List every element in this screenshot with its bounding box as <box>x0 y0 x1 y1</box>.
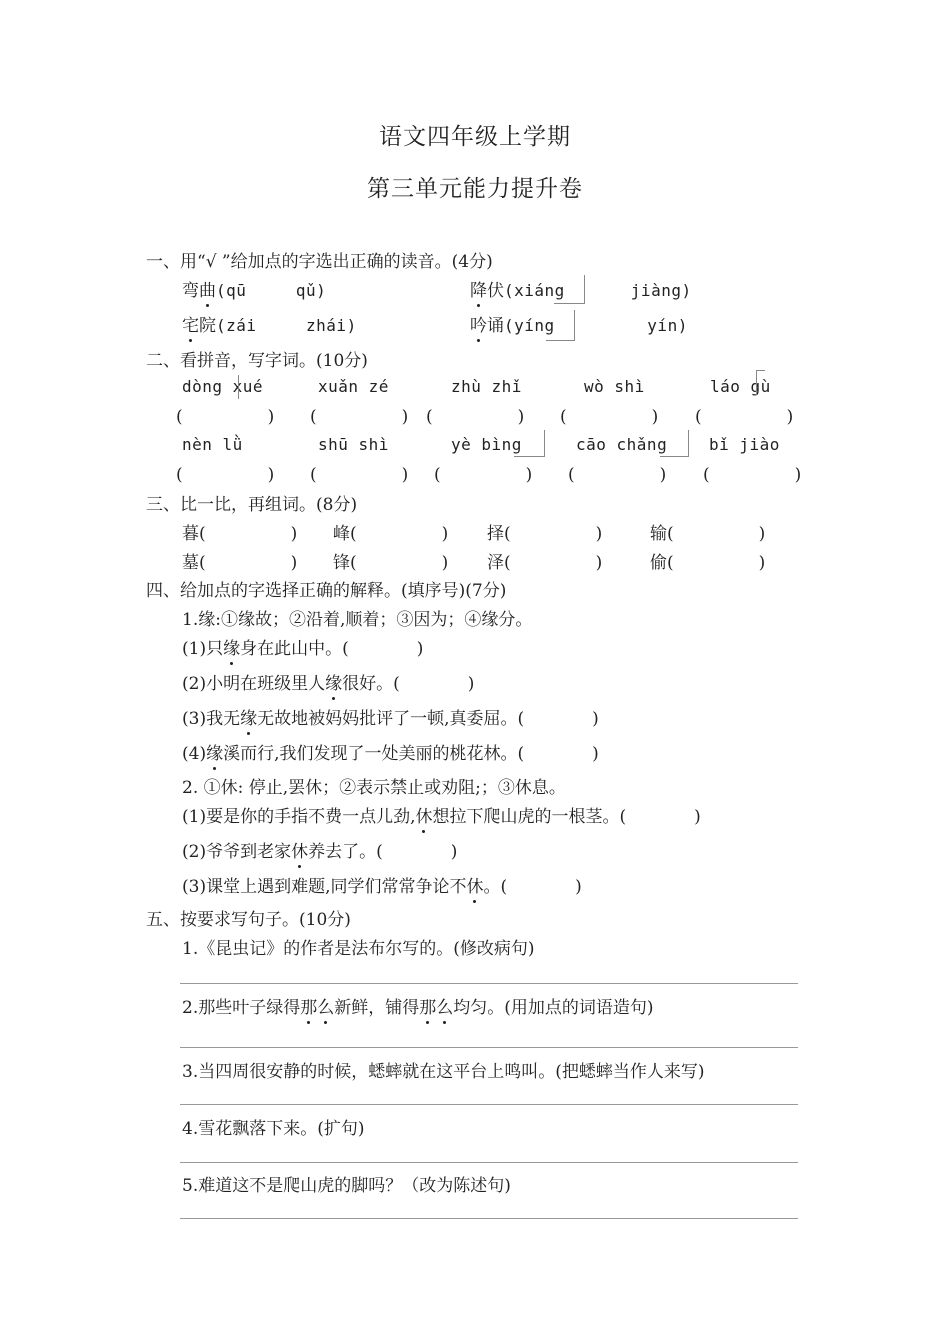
sentence-text-with-blank[interactable]: 溪而行,我们发现了一处美丽的桃花林。( ) <box>223 744 599 764</box>
q1-item-3 <box>182 311 357 336</box>
sentence-text: (4) <box>182 744 207 764</box>
q4-part1-sentence-3 <box>182 704 599 729</box>
q3-char: 偷 <box>650 553 667 573</box>
q4-part2-sentence-2 <box>182 837 457 862</box>
sentence-text: (2)小明在班级里人 <box>182 674 326 694</box>
q2-answer-blank-8[interactable]: ( ) <box>434 465 533 485</box>
q3-pair-4-bottom <box>650 548 765 573</box>
dotted-char: 缘 <box>240 709 258 729</box>
q1-item-3-char: 院 <box>199 316 216 336</box>
q2-pinyin-1: dòng xué <box>182 377 264 396</box>
answer-line-4[interactable] <box>180 1162 798 1163</box>
scan-artifact-mark <box>546 310 575 341</box>
sentence-text-with-blank[interactable]: 养去了。( ) <box>308 842 458 862</box>
q1-item-4-char: 诵 <box>487 316 504 336</box>
q1-item-1-char: 弯 <box>182 281 199 301</box>
q3-char: 泽 <box>487 553 504 573</box>
scan-artifact-mark <box>554 275 585 304</box>
scan-artifact-mark <box>660 430 689 457</box>
q2-answer-blank-5[interactable]: ( ) <box>695 407 794 427</box>
q1-item-4 <box>470 311 688 336</box>
answer-line-3[interactable] <box>180 1104 798 1105</box>
q3-pair-1-top <box>182 519 297 544</box>
page-subtitle: 第三单元能力提升卷 <box>367 176 583 202</box>
sentence-text-with-blank[interactable]: 无故地被妈妈批评了一顿,真委屈。( ) <box>257 709 599 729</box>
sentence-text: 均匀。(用加点的词语造句) <box>453 998 654 1018</box>
q5-sentence-5: 5.难道这不是爬山虎的脚吗？（改为陈述句) <box>182 1176 511 1196</box>
q2-answer-blank-9[interactable]: ( ) <box>568 465 667 485</box>
q2-answer-blank-2[interactable]: ( ) <box>310 407 409 427</box>
q4-part1-sentence-2 <box>182 669 474 694</box>
q2-pinyin-3: zhù zhǐ <box>451 377 522 396</box>
q2-answer-blank-10[interactable]: ( ) <box>703 465 802 485</box>
q1-item-3-options: (zái zhái) <box>216 316 357 335</box>
q2-answer-blank-6[interactable]: ( ) <box>176 465 275 485</box>
q1-item-1 <box>182 276 326 301</box>
sentence-text: (3)课堂上遇到难题,同学们常常争论不 <box>182 877 467 897</box>
dotted-char: 那 <box>300 998 318 1018</box>
q2-pinyin-5: láo gù <box>710 377 771 396</box>
q5-sentence-4: 4.雪花飘落下来。(扩句) <box>182 1119 365 1139</box>
sentence-text-with-blank[interactable]: 身在此山中。( ) <box>240 639 424 659</box>
q3-blank[interactable]: ( ) <box>504 524 603 544</box>
q5-sentence-1: 1.《昆虫记》的作者是法布尔写的。(修改病句) <box>182 939 535 959</box>
q2-heading: 二、看拼音，写字词。(10分) <box>146 351 368 371</box>
dotted-char: 缘 <box>206 744 224 764</box>
q3-char: 择 <box>487 524 504 544</box>
q3-char: 峰 <box>333 524 350 544</box>
q2-pinyin-7: shū shì <box>318 435 389 454</box>
q1-item-1-dotted-char: 曲 <box>199 281 216 301</box>
sentence-text: 2.那些叶子绿得 <box>182 998 301 1018</box>
q1-item-1-options: (qū qǔ) <box>216 281 327 300</box>
sentence-text-with-blank[interactable]: 想拉下爬山虎的一根茎。( ) <box>432 807 701 827</box>
dotted-char: 么 <box>436 998 454 1018</box>
q4-part2-sentence-1 <box>182 802 701 827</box>
q1-item-2-dotted-char: 降 <box>470 281 487 301</box>
q5-sentence-3: 3.当四周很安静的时候，蟋蟀就在这平台上鸣叫。(把蟋蟀当作人来写) <box>182 1062 705 1082</box>
q3-char: 锋 <box>333 553 350 573</box>
dotted-char: 那 <box>419 998 437 1018</box>
q3-blank[interactable]: ( ) <box>667 524 766 544</box>
q3-blank[interactable]: ( ) <box>199 524 298 544</box>
sentence-text: (1)要是你的手指不费一点儿劲, <box>182 807 416 827</box>
q4-part1-sentence-1 <box>182 634 423 659</box>
q3-pair-2-top <box>333 519 448 544</box>
sentence-text: (2)爷爷到老家 <box>182 842 292 862</box>
dotted-char: 休 <box>415 807 433 827</box>
sentence-text-with-blank[interactable]: 很好。( ) <box>342 674 475 694</box>
q2-answer-blank-1[interactable]: ( ) <box>176 407 275 427</box>
scan-artifact-mark <box>514 430 545 457</box>
q2-pinyin-4: wò shì <box>584 377 645 396</box>
dotted-char: 么 <box>317 998 335 1018</box>
dotted-char: 休 <box>291 842 309 862</box>
q3-blank[interactable]: ( ) <box>199 553 298 573</box>
q2-pinyin-8: yè bìng <box>451 435 522 454</box>
q2-pinyin-2: xuǎn zé <box>318 377 389 396</box>
q3-pair-3-top <box>487 519 602 544</box>
q5-heading: 五、按要求写句子。(10分) <box>146 910 351 930</box>
q4-part2-definitions: 2. ①休: 停止,罢休；②表示禁止或劝阻;；③休息。 <box>182 778 566 798</box>
q3-char: 墓 <box>182 553 199 573</box>
q3-pair-2-bottom <box>333 548 448 573</box>
q5-sentence-2 <box>182 993 654 1018</box>
q3-heading: 三、比一比，再组词。(8分) <box>146 495 358 515</box>
answer-line-5[interactable] <box>180 1218 798 1219</box>
q1-item-3-dotted-char: 宅 <box>182 316 199 336</box>
q2-pinyin-10: bǐ jiào <box>709 435 780 454</box>
scan-artifact-mark <box>756 370 765 395</box>
q3-char: 暮 <box>182 524 199 544</box>
q4-part1-definitions: 1.缘:①缘故；②沿着,顺着；③因为；④缘分。 <box>182 610 533 630</box>
q1-item-2-options: (xiáng jiàng) <box>504 281 692 300</box>
q2-answer-blank-7[interactable]: ( ) <box>310 465 409 485</box>
sentence-text: (1)只 <box>182 639 224 659</box>
scan-artifact-mark <box>238 375 239 399</box>
sentence-text: (3)我无 <box>182 709 241 729</box>
q3-char: 输 <box>650 524 667 544</box>
q1-item-4-options: (yíng yín) <box>504 316 688 335</box>
q1-item-2-char: 伏 <box>487 281 504 301</box>
q3-blank[interactable]: ( ) <box>504 553 603 573</box>
q3-blank[interactable]: ( ) <box>350 553 449 573</box>
q3-pair-4-top <box>650 519 765 544</box>
q3-pair-1-bottom <box>182 548 297 573</box>
answer-line-1[interactable] <box>180 983 798 984</box>
sentence-text-with-blank[interactable]: 。( ) <box>483 877 582 897</box>
dotted-char: 缘 <box>325 674 343 694</box>
q3-blank[interactable]: ( ) <box>350 524 449 544</box>
q2-pinyin-9: cāo chǎng <box>576 435 668 454</box>
q2-answer-blank-4[interactable]: ( ) <box>560 407 659 427</box>
sentence-text: 新鲜，铺得 <box>334 998 420 1018</box>
q4-part2-sentence-3 <box>182 872 582 897</box>
q1-item-4-dotted-char: 吟 <box>470 316 487 336</box>
q4-heading: 四、给加点的字选择正确的解释。(填序号)(7分) <box>146 581 507 601</box>
answer-line-2[interactable] <box>180 1047 798 1048</box>
q2-pinyin-6: nèn lǜ <box>182 435 243 454</box>
q3-blank[interactable]: ( ) <box>667 553 766 573</box>
dotted-char: 缘 <box>223 639 241 659</box>
q3-pair-3-bottom <box>487 548 602 573</box>
q2-answer-blank-3[interactable]: ( ) <box>426 407 525 427</box>
dotted-char: 休 <box>466 877 484 897</box>
q1-heading: 一、用“√ ”给加点的字选出正确的读音。(4分) <box>146 252 493 272</box>
q4-part1-sentence-4 <box>182 739 599 764</box>
page-title: 语文四年级上学期 <box>379 124 571 150</box>
